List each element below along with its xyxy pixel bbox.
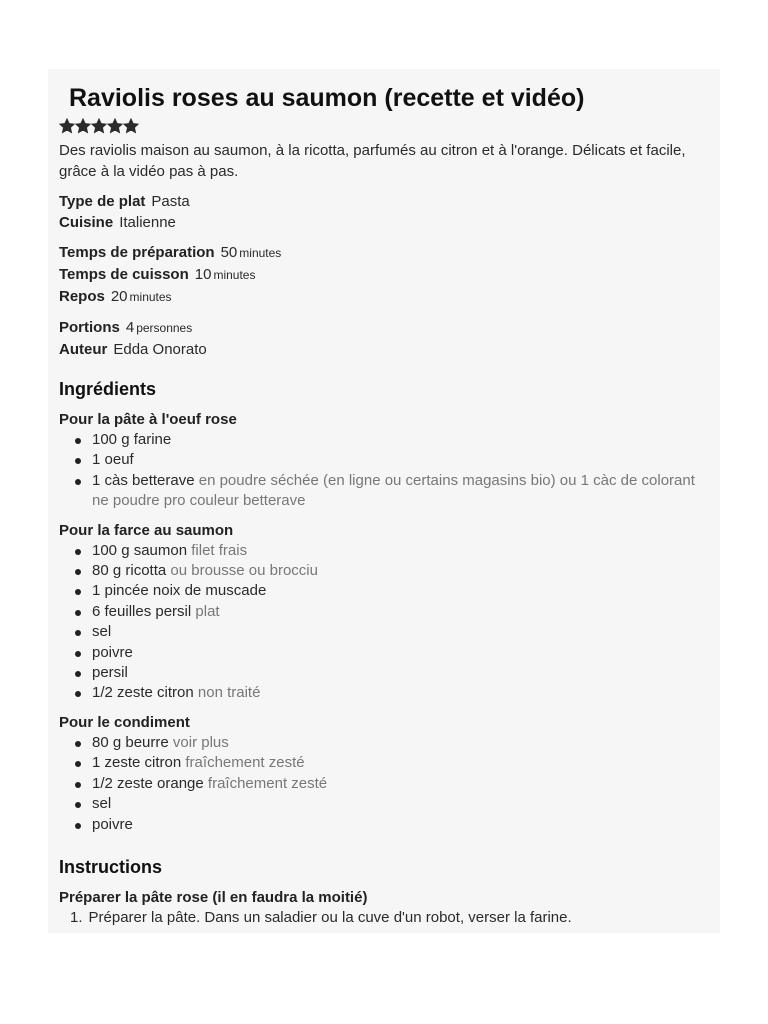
ingredient-group-heading: Pour la pâte à l'oeuf rose [59,411,237,428]
ingredient-item [59,430,709,450]
meta-label: Type de plat [59,193,146,210]
ingredient-item [59,622,709,642]
ingredient-main: 1 càs betterave [92,471,195,489]
ingredient-item [59,663,709,683]
star-icon [59,118,75,134]
ingredient-main: 1 zeste citron [92,754,182,772]
meta-value: Italienne [119,214,176,231]
ingredient-group-list [59,430,709,512]
instruction-step [59,908,709,928]
meta-unit: minutes [239,246,282,260]
meta-row [59,212,709,233]
meta-value: Edda Onorato [113,341,207,358]
ingredient-note: fraîchement zesté [185,754,305,772]
meta-row [59,317,709,339]
ingredient-group-list [59,541,709,704]
ingredient-note: plat [195,602,220,620]
ingredient-item [59,683,709,703]
ingredient-item [59,471,709,512]
ingredient-item [59,815,709,835]
meta-row [59,339,709,360]
star-icon [107,118,123,134]
instruction-steps [59,908,709,928]
ingredient-note: filet frais [191,541,248,559]
ingredient-item [59,581,709,601]
recipe-meta [59,191,709,360]
meta-label: Temps de préparation [59,244,215,261]
ingredient-item [59,794,709,814]
ingredient-item [59,541,709,561]
meta-value: 20 [110,288,128,305]
ingredient-item [59,602,709,622]
recipe-title: Raviolis roses au saumon (recette et vidéo) [69,84,585,112]
ingredient-main: 1 pincée noix de muscade [92,582,267,600]
meta-unit: personnes [136,321,193,335]
meta-row [59,191,709,212]
rating-stars [59,116,709,136]
ingredient-main: 1/2 zeste citron [92,684,194,702]
step-number: 1. [70,908,83,926]
meta-value: Pasta [151,193,190,210]
meta-row [59,264,709,286]
ingredient-item [59,561,709,581]
ingredient-main: sel [92,623,112,641]
meta-unit: minutes [213,268,256,282]
meta-label: Auteur [59,341,108,358]
meta-label: Repos [59,288,105,305]
ingredient-note: en poudre séchée (en ligne ou certains magasins bio) ou 1 càc de colorant ne poudre pro couleur betterave [92,471,695,510]
ingredient-main: persil [92,664,128,682]
ingredient-main: sel [92,795,112,813]
ingredient-main: 100 g farine [92,431,172,448]
instructions-heading: Instructions [59,856,163,877]
star-icon [123,118,139,134]
step-text: Préparer la pâte. Dans un saladier ou la cuve d'un robot, verser la farine. [88,908,572,926]
ingredients-list [59,410,709,835]
meta-value: 50 [220,244,238,261]
recipe-card [48,69,720,933]
ingredient-main: 80 g ricotta [92,562,167,580]
ingredients-heading: Ingrédients [59,379,157,399]
ingredient-note: fraîchement zesté [207,774,328,792]
ingredient-main: poivre [92,815,133,833]
ingredient-main: 1/2 zeste orange [92,774,204,792]
meta-value: 4 [125,319,135,336]
meta-row [59,242,709,264]
star-icon [75,118,91,134]
ingredient-group-heading: Pour la farce au saumon [59,521,234,539]
ingredient-main: 80 g beurre [92,733,169,751]
ingredient-group-list [59,733,709,835]
recipe-description: Des raviolis maison au saumon, à la ricotta, parfumés au citron et à l'orange. Délicats et facile, grâce à la vidéo pas à pas. [59,142,686,180]
ingredient-main: 100 g saumon [92,541,188,559]
ingredient-group-heading: Pour le condiment [59,713,190,731]
star-icon [91,118,107,134]
ingredient-item [59,774,709,794]
instructions-list [59,888,709,928]
meta-label: Temps de cuisson [59,266,189,283]
meta-label: Portions [59,319,120,336]
ingredient-note: ou brousse ou brocciu [170,562,318,580]
ingredient-main: 1 oeuf [92,451,134,469]
ingredient-note: non traité [197,684,261,702]
ingredient-item [59,733,709,753]
instruction-group-heading: Préparer la pâte rose (il en faudra la moitié) [59,888,368,906]
meta-group [59,317,709,360]
ingredient-main: poivre [92,643,133,661]
meta-label: Cuisine [59,214,114,231]
ingredient-item [59,643,709,663]
meta-row [59,286,709,308]
meta-unit: minutes [129,290,172,304]
ingredient-item [59,450,709,470]
ingredient-main: 6 feuilles persil [92,602,192,620]
ingredient-item [59,753,709,773]
meta-group [59,191,709,233]
ingredient-note: voir plus [172,733,229,751]
meta-group [59,242,709,308]
meta-value: 10 [194,266,212,283]
